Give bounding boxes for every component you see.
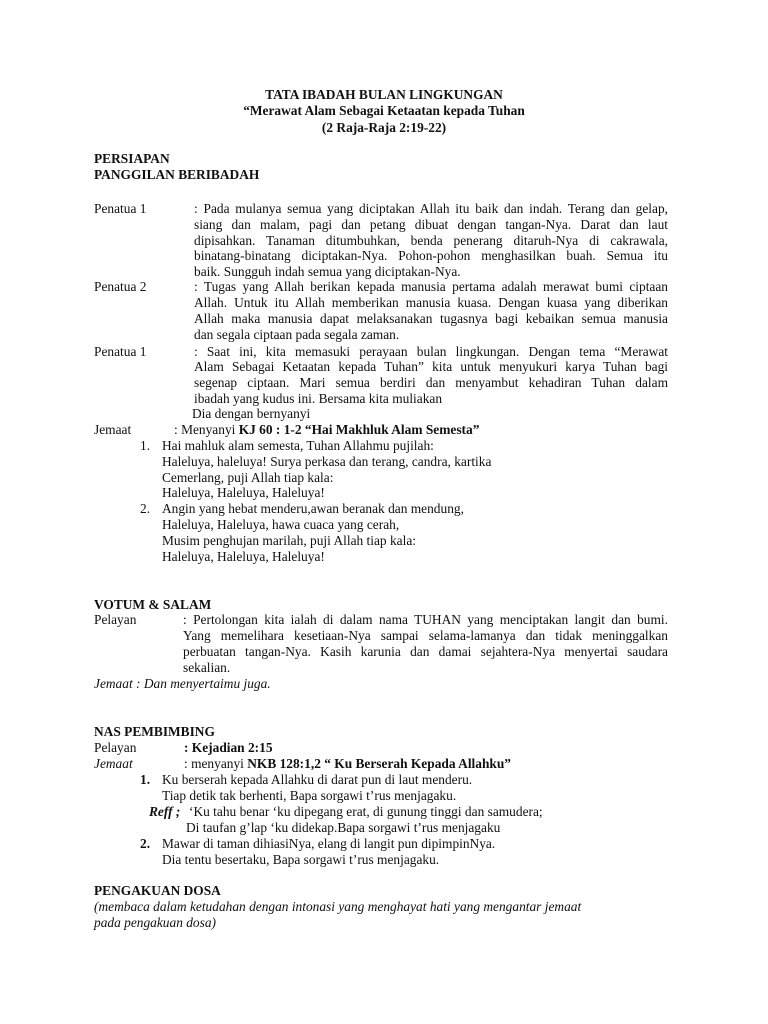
penatua-1-line: : Pada mulanya semua yang diciptakan Allah itu baik dan indah. Terang dan gelap, (194, 201, 668, 216)
section-votum-heading: VOTUM & SALAM (94, 597, 212, 612)
verse-line: Haleluya, Haleluya, hawa cuaca yang cerah, (162, 517, 400, 532)
document-reference: (2 Raja-Raja 2:19-22) (321, 120, 447, 135)
votum-jemaat-response: Jemaat : Dan menyertaimu juga. (94, 676, 271, 691)
reff-line: Di taufan g’lap ‘ku didekap.Bapa sorgawi t’rus menjagaku (186, 820, 501, 835)
speaker-pelayan: Pelayan (94, 612, 137, 627)
verse-line: Haleluya, Haleluya, Haleluya! (162, 485, 325, 500)
penatua-1b-line: Dia dengan bernyanyi (192, 406, 311, 421)
votum-line: Yang memelihara kesetiaan-Nya sampai selama-lamanya dan tidak meninggalkan (183, 628, 668, 643)
section-persiapan: PERSIAPAN (94, 151, 170, 166)
verse-number: 1. (140, 438, 151, 453)
speaker-penatua-1: Penatua 1 (94, 201, 147, 216)
penatua-1-line: baik. Sungguh indah semua yang diciptakan-Nya. (194, 264, 461, 279)
jemaat-song-title: KJ 60 : 1-2 “Hai Makhluk Alam Semesta” (238, 422, 480, 437)
penatua-1b-line: : Saat ini, kita memasuki perayaan bulan lingkungan. Dengan tema “Merawat (194, 344, 668, 359)
verse-line: Haleluya, Haleluya, Haleluya! (162, 549, 325, 564)
votum-line: perbuatan tangan-Nya. Kasih karunia dan damai sejahtera-Nya menyertai saudara (183, 644, 668, 659)
penatua-1b-line: segenap ciptaan. Mari semua berdiri dan menyambut kehadiran Tuhan dalam (194, 375, 668, 390)
verse-number: 2. (140, 501, 151, 516)
penatua-1b-line: ibadah yang kudus ini. Bersama kita muliakan (194, 391, 443, 406)
verse-line: Hai mahluk alam semesta, Tuhan Allahmu pujilah: (162, 438, 434, 453)
verse-line: Cemerlang, puji Allah tiap kala: (162, 470, 334, 485)
reff-line: ‘Ku tahu benar ‘ku dipegang erat, di gunung tinggi dan samudera; (189, 804, 543, 819)
verse-line: Tiap detik tak berhenti, Bapa sorgawi t’rus menjagaku. (162, 788, 457, 803)
speaker-penatua-2: Penatua 2 (94, 279, 147, 294)
jemaat-song-line (174, 422, 479, 438)
speaker-jemaat: Jemaat (94, 756, 133, 771)
nas-song-title: NKB 128:1,2 “ Ku Berserah Kepada Allahku” (247, 756, 511, 771)
verse-number: 2. (140, 836, 151, 851)
verse-number: 1. (140, 772, 151, 787)
votum-line: : Pertolongan kita ialah di dalam nama TUHAN yang menciptakan langit dan bumi. (183, 612, 668, 627)
nas-song-line (184, 756, 511, 772)
verse-line: Musim penghujan marilah, puji Allah tiap kala: (162, 533, 417, 548)
nas-reference: : Kejadian 2:15 (184, 740, 273, 755)
verse-line: Dia tentu besertaku, Bapa sorgawi t’rus menjagaku. (162, 852, 440, 867)
speaker-pelayan: Pelayan (94, 740, 137, 755)
section-pengakuan-heading: PENGAKUAN DOSA (94, 883, 221, 898)
penatua-1-line: dipisahkan. Tanaman ditumbuhkan, benda penerang ditaruh-Nya di cakrawala, (194, 233, 668, 248)
penatua-1-line: binatang-binatang diciptakan-Nya. Pohon-pohon menghasilkan buah. Semua itu (194, 248, 668, 263)
verse-line: Haleluya, haleluya! Surya perkasa dan terang, candra, kartika (162, 454, 492, 469)
jemaat-song-prefix: : Menyanyi (174, 422, 239, 437)
speaker-penatua-1b: Penatua 1 (94, 344, 147, 359)
votum-line: sekalian. (183, 660, 231, 675)
section-nas-heading: NAS PEMBIMBING (94, 724, 215, 739)
verse-line: Ku berserah kepada Allahku di darat pun di laut menderu. (162, 772, 473, 787)
penatua-2-line: Allah maka manusia dapat melaksanakan tugasnya bagi kebaikan semua manusia (194, 311, 668, 326)
penatua-1b-line: Alam Sebagai Ketaatan kepada Tuhan” kita untuk menyukuri karya Tuhan bagi (194, 359, 668, 374)
nas-song-prefix: : menyanyi (184, 756, 248, 771)
pengakuan-instruction: pada pengakuan dosa) (94, 915, 216, 930)
speaker-jemaat: Jemaat (94, 422, 132, 437)
verse-line: Mawar di taman dihiasiNya, elang di langit pun dipimpinNya. (162, 836, 496, 851)
pengakuan-instruction: (membaca dalam ketudahan dengan intonasi yang menghayat hati yang mengantar jemaat (94, 899, 582, 914)
penatua-2-line: dan segala ciptaan pada segala zaman. (194, 327, 400, 342)
penatua-2-line: : Tugas yang Allah berikan kepada manusia pertama adalah merawat bumi ciptaan (194, 279, 668, 294)
section-panggilan-heading: PANGGILAN BERIBADAH (94, 167, 260, 182)
penatua-2-line: Allah. Untuk itu Allah memberikan manusia kuasa. Dengan kuasa yang diberikan (194, 295, 668, 310)
document-theme: “Merawat Alam Sebagai Ketaatan kepada Tuhan (243, 103, 525, 118)
penatua-1-line: siang dan malam, pagi dan petang dibuat dengan tangan-Nya. Darat dan laut (194, 217, 668, 232)
verse-line: Angin yang hebat menderu,awan beranak dan mendung, (162, 501, 464, 516)
reff-label: Reff ; (149, 804, 181, 819)
document-title: TATA IBADAH BULAN LINGKUNGAN (265, 87, 503, 102)
